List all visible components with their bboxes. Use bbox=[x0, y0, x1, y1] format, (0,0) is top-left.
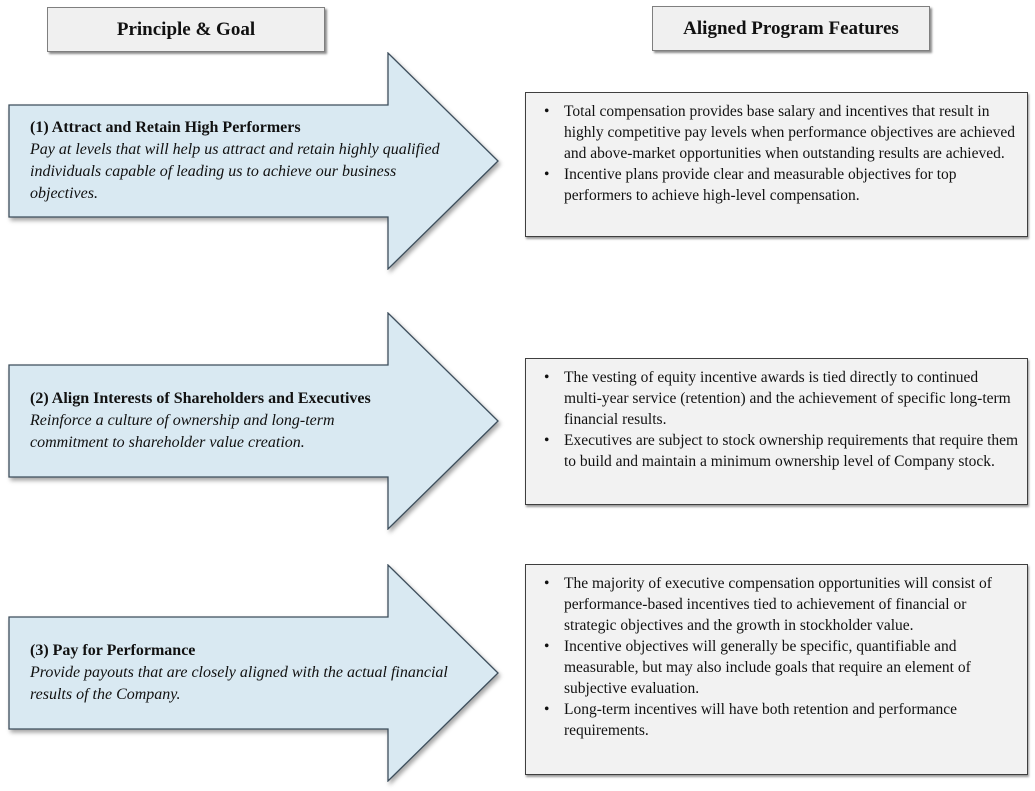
features-list-3 bbox=[538, 573, 1019, 741]
feature-bullet: • The vesting of equity incentive awards is tied directly to continued multi-year service (retention) and the achievement of specific long-term financial results. bbox=[538, 367, 1019, 430]
feature-bullet: • Long-term incentives will have both retention and performance requirements. bbox=[538, 699, 1019, 741]
principle-arrow-3 bbox=[8, 564, 500, 782]
aligned-program-features-header bbox=[652, 6, 930, 51]
features-box-3 bbox=[525, 564, 1028, 775]
feature-bullet: • Executives are subject to stock ownership requirements that require them to build and maintain a minimum ownership level of Company stock. bbox=[538, 430, 1019, 472]
features-box-1 bbox=[525, 92, 1028, 237]
principle-2-description: Reinforce a culture of ownership and long-term commitment to shareholder value creation. bbox=[30, 412, 335, 451]
feature-bullet: • Total compensation provides base salary and incentives that result in highly competitive pay levels when performance objectives are achieved and above-market opportunities when outstanding results are achieved. bbox=[538, 101, 1019, 164]
principle-goal-header-label: Principle & Goal bbox=[116, 18, 256, 40]
principle-3-description: Provide payouts that are closely aligned with the actual financial results of the Company. bbox=[30, 664, 448, 703]
principle-3-title: (3) Pay for Performance bbox=[30, 642, 196, 659]
feature-bullet: • The majority of executive compensation opportunities will consist of performance-based incentives tied to achievement of financial or strategic objectives and the growth in stockholder value. bbox=[538, 573, 1019, 636]
principle-2-title: (2) Align Interests of Shareholders and Executives bbox=[30, 390, 371, 407]
aligned-program-features-header-label: Aligned Program Features bbox=[683, 17, 899, 39]
principle-1-title: (1) Attract and Retain High Performers bbox=[30, 119, 301, 136]
principle-arrow-1 bbox=[8, 52, 500, 270]
feature-bullet: • Incentive plans provide clear and measurable objectives for top performers to achieve high-level compensation. bbox=[538, 164, 1019, 206]
feature-bullet: • Incentive objectives will generally be specific, quantifiable and measurable, but may also include goals that require an element of subjective evaluation. bbox=[538, 636, 1019, 699]
features-box-2 bbox=[525, 358, 1028, 505]
principle-3-text bbox=[30, 617, 470, 729]
features-list-1 bbox=[538, 101, 1019, 206]
features-list-2 bbox=[538, 367, 1019, 472]
principle-1-text bbox=[30, 105, 465, 217]
principle-goal-header bbox=[47, 7, 325, 52]
principle-2-text bbox=[30, 365, 402, 477]
principle-1-description: Pay at levels that will help us attract and retain highly qualified individuals capable of leading us to achieve our business objectives. bbox=[30, 141, 440, 202]
principle-arrow-2 bbox=[8, 312, 500, 530]
